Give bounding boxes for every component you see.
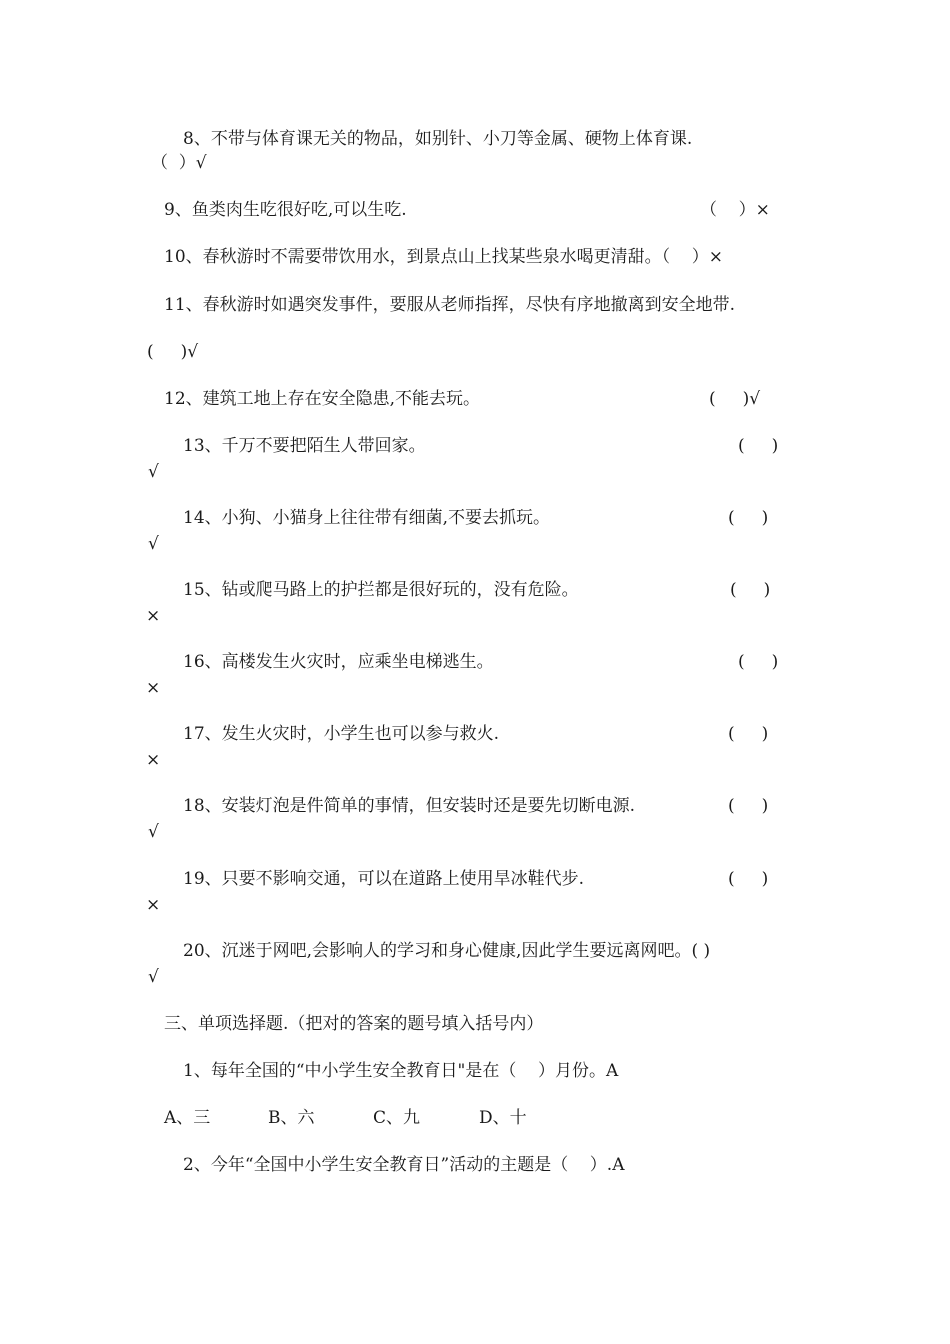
- mc1-option-a: A、三: [164, 1108, 211, 1128]
- q15-answer: ×: [146, 606, 161, 626]
- mc1-option-c: C、九: [373, 1108, 421, 1128]
- q18-answer: √: [148, 822, 159, 842]
- q12-answer: ( )√: [709, 389, 761, 409]
- q17-paren: ( ): [728, 724, 769, 744]
- q18-text: 18、安装灯泡是件简单的事情，但安装时还是要先切断电源.: [183, 796, 636, 816]
- q15-paren: ( ): [730, 580, 771, 600]
- q20-text: 20、沉迷于网吧,会影响人的学习和身心健康,因此学生要远离网吧。( ): [183, 941, 711, 961]
- q20-answer: √: [148, 967, 159, 987]
- q14-answer: √: [148, 534, 159, 554]
- q19-answer: ×: [146, 895, 161, 915]
- q15-text: 15、钻或爬马路上的护拦都是很好玩的，没有危险。: [183, 580, 579, 600]
- q16-paren: ( ): [738, 652, 779, 672]
- q12-text: 12、建筑工地上存在安全隐患,不能去玩。: [164, 389, 481, 409]
- q8-text: 8、不带与体育课无关的物品，如别针、小刀等金属、硬物上体育课.: [183, 129, 693, 149]
- q16-answer: ×: [146, 678, 161, 698]
- q14-paren: ( ): [728, 508, 769, 528]
- section3-title: 三、单项选择题.（把对的答案的题号填入括号内）: [164, 1014, 544, 1034]
- mc2-text: 2、今年“全国中小学生安全教育日”活动的主题是（ ）.A: [183, 1155, 625, 1175]
- q19-text: 19、只要不影响交通，可以在道路上使用旱冰鞋代步.: [183, 869, 585, 889]
- q16-text: 16、高楼发生火灾时，应乘坐电梯逃生。: [183, 652, 494, 672]
- q9-answer: （ ）×: [700, 200, 770, 220]
- q14-text: 14、小狗、小猫身上往往带有细菌,不要去抓玩。: [183, 508, 551, 528]
- mc1-option-b: B、六: [268, 1108, 315, 1128]
- q17-answer: ×: [146, 750, 161, 770]
- q19-paren: ( ): [728, 869, 769, 889]
- q13-answer: √: [148, 462, 159, 482]
- q18-paren: ( ): [728, 796, 769, 816]
- q13-text: 13、千万不要把陌生人带回家。: [183, 436, 426, 456]
- q10-text: 10、春秋游时不需要带饮用水，到景点山上找某些泉水喝更清甜。（ ）×: [164, 247, 723, 267]
- q11-answer: ( )√: [147, 342, 199, 362]
- q9-text: 9、鱼类肉生吃很好吃,可以生吃.: [164, 200, 407, 220]
- q17-text: 17、发生火灾时，小学生也可以参与救火.: [183, 724, 500, 744]
- q8-answer: （ ）√: [151, 153, 207, 173]
- q13-paren: ( ): [738, 436, 779, 456]
- mc1-option-d: D、十: [479, 1108, 527, 1128]
- q11-text: 11、春秋游时如遇突发事件，要服从老师指挥，尽快有序地撤离到安全地带.: [164, 295, 736, 315]
- mc1-text: 1、每年全国的“中小学生安全教育日"是在（ ）月份。A: [183, 1061, 619, 1081]
